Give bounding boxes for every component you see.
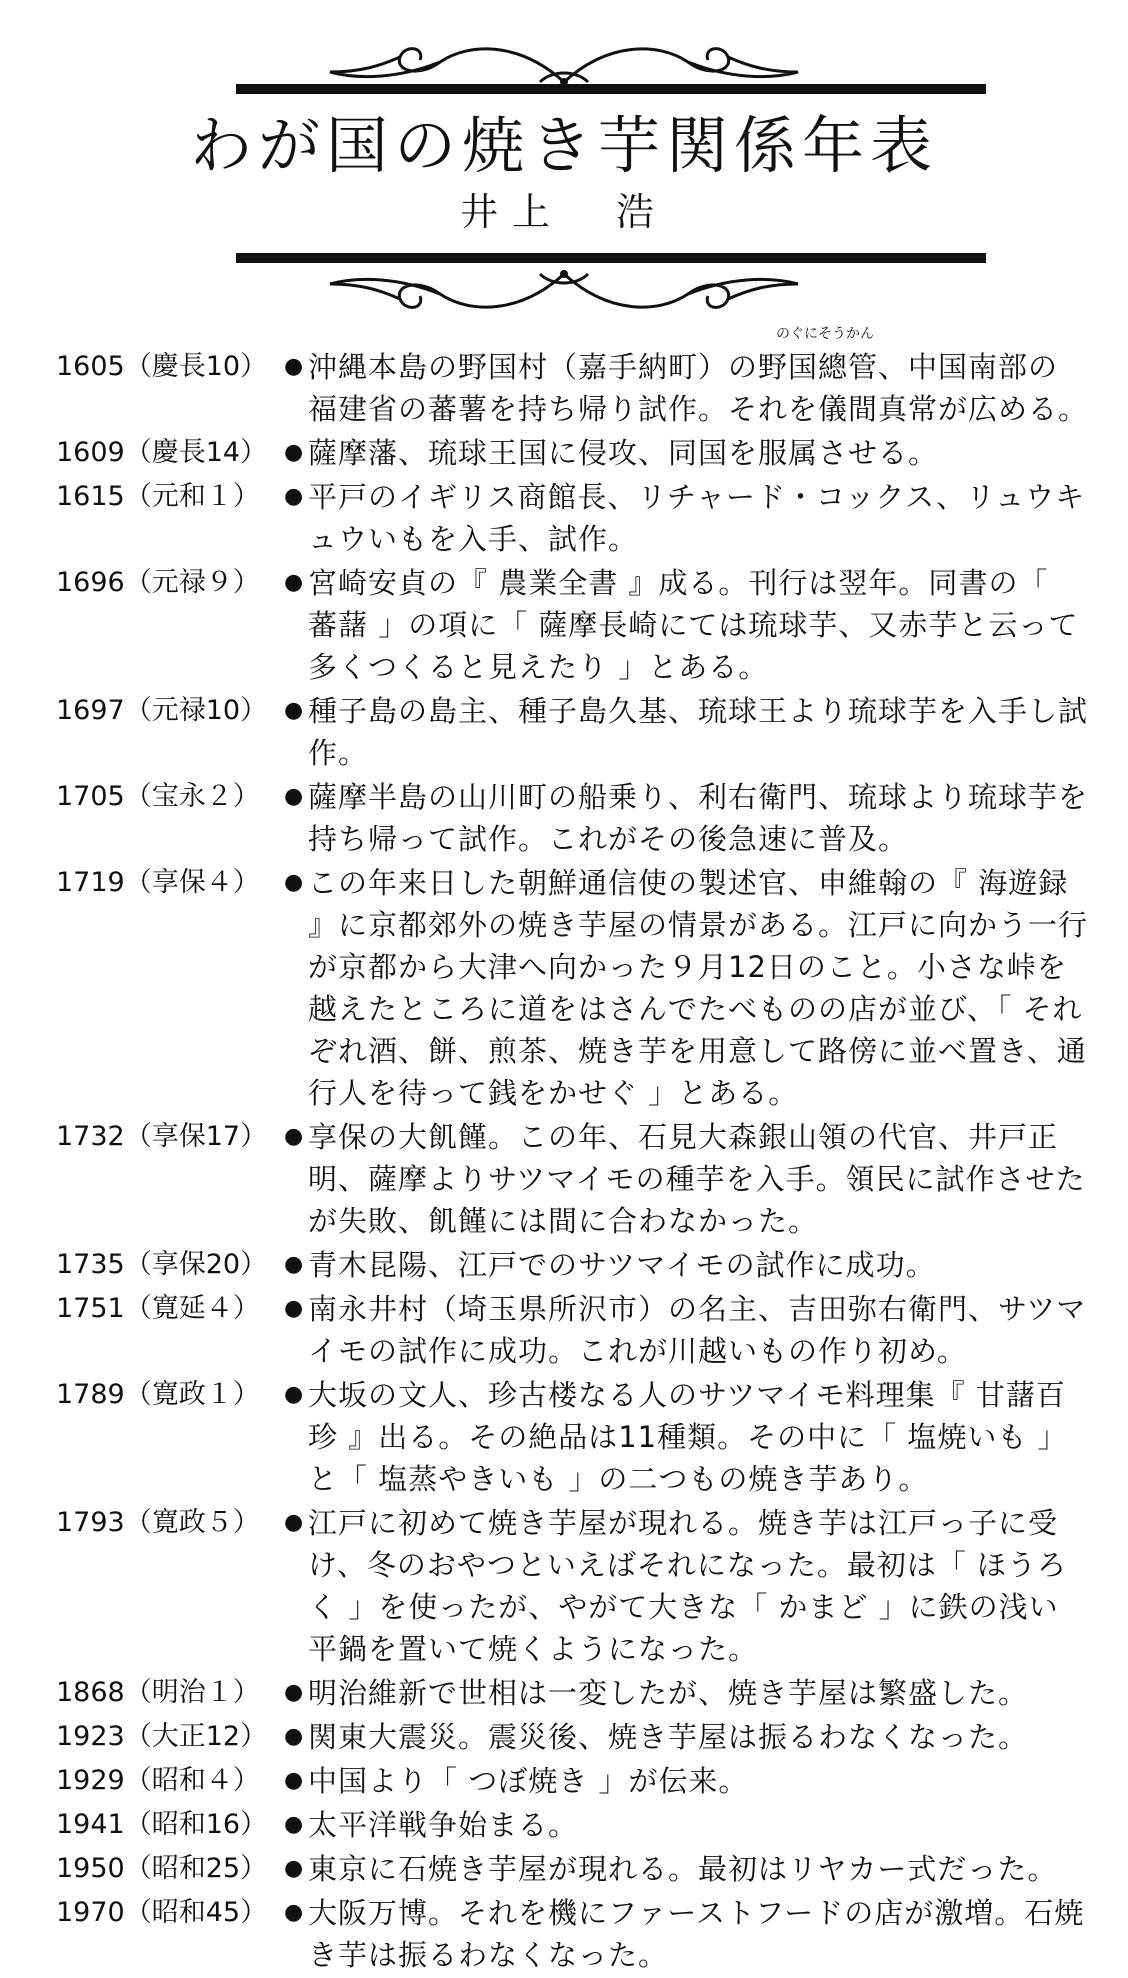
entry-year: 1719（享保４）: [56, 867, 260, 898]
timeline-entry: [0, 1116, 1128, 1242]
entry-text: 宮崎安貞の『 農業全書 』成る。刊行は翌年。同書の「 蕃藷 」の項に「 薩摩長崎にては琉球芋、又赤芋と云って多くつくると見えたり 」とある。: [308, 566, 1079, 684]
timeline-entry: [0, 1848, 1128, 1890]
top-scroll-ornament: [0, 32, 1128, 92]
timeline-entry: [0, 476, 1128, 560]
entry-text: 東京に石焼き芋屋が現れる。最初はリヤカー式だった。: [308, 1852, 1058, 1886]
author-name: 井上 浩: [459, 190, 668, 234]
entry-text: 南永井村（埼玉県所沢市）の名主、吉田弥右衛門、サツマイモの試作に成功。これが川越いもの作り初め。: [308, 1292, 1087, 1368]
entry-year: 1696（元禄９）: [56, 567, 260, 598]
timeline-entry: [0, 326, 1128, 430]
entry-year: 1789（寛政１）: [56, 1379, 260, 1410]
timeline-entry: [0, 1716, 1128, 1758]
entry-text: 大阪万博。それを機にファーストフードの店が激増。石焼き芋は振るわなくなった。: [308, 1896, 1085, 1972]
entry-year: 1929（昭和４）: [56, 1765, 260, 1796]
timeline-entry: [0, 1672, 1128, 1714]
bullet-icon: ●: [284, 870, 304, 895]
entry-year: 1705（宝永２）: [56, 781, 260, 812]
bottom-scroll-ornament: [0, 264, 1128, 324]
timeline-entry: [0, 776, 1128, 860]
entry-text-part: 沖縄本島の野国村（嘉手納町）の: [308, 350, 759, 384]
entry-text: 関東大震災。震災後、焼き芋屋は振るわなくなった。: [308, 1720, 1029, 1754]
bottom-rule: [236, 253, 986, 263]
bullet-icon: ●: [284, 354, 304, 379]
bullet-icon: ●: [284, 484, 304, 509]
bullet-icon: ●: [284, 1680, 304, 1705]
entry-text: 中国より「 つぼ焼き 」が伝来。: [308, 1764, 749, 1798]
entry-year: 1735（享保20）: [56, 1249, 268, 1280]
entry-text: 江戸に初めて焼き芋屋が現れる。焼き芋は江戸っ子に受け、冬のおやつといえばそれになった。最初は「 ほうろく 」を使ったが、やがて大きな「 かまど 」に鉄の浅い平鍋を置いて焼くようになった。: [308, 1506, 1068, 1666]
entry-year: 1793（寛政５）: [56, 1507, 260, 1538]
entry-year: 1868（明治１）: [56, 1677, 260, 1708]
entry-year: 1950（昭和25）: [56, 1853, 268, 1884]
entry-text: 明治維新で世相は一変したが、焼き芋屋は繁盛した。: [308, 1676, 1029, 1710]
bullet-icon: ●: [284, 1900, 304, 1925]
entry-year: 1923（大正12）: [56, 1721, 268, 1752]
entry-year: 1609（慶長14）: [56, 437, 268, 468]
entry-year: 1732（享保17）: [56, 1121, 268, 1152]
entry-text: 薩摩藩、琉球王国に侵攻、同国を服属させる。: [308, 436, 939, 470]
ruby-term: [758, 326, 879, 388]
bullet-icon: ●: [284, 1124, 304, 1149]
timeline-entry: [0, 862, 1128, 1114]
page-title: わが国の焼き芋関係年表: [189, 109, 938, 182]
entry-year: 1615（元和１）: [56, 481, 260, 512]
entry-text: この年来日した朝鮮通信使の製述官、申維翰の『 海遊録 』に京都郊外の焼き芋屋の情景がある。江戸に向かう一行が京都から大津へ向かった９月12日のこと。小さな峠を越えたところに道をはさんでたべものの店が並び、「 それぞれ酒、餅、煎茶、焼き芋を用意して路傍に並べ置き、通行人を待って銭をかせぐ 」とある。: [308, 866, 1089, 1110]
bullet-icon: ●: [284, 784, 304, 809]
ruby-reading: のぐにそうかん: [776, 326, 875, 342]
entry-text: 大坂の文人、珍古楼なる人のサツマイモ料理集『 甘藷百珍 』出る。その絶品は11種類。その中に「 塩焼いも 」と「 塩蒸やきいも 」の二つもの焼き芋あり。: [308, 1378, 1068, 1496]
entry-text: 薩摩半島の山川町の船乗り、利右衛門、琉球より琉球芋を持ち帰って試作。これがその後急速に普及。: [308, 780, 1089, 856]
timeline-entry: [0, 1374, 1128, 1500]
bullet-icon: ●: [284, 1856, 304, 1881]
ruby-base: 野国總管: [758, 350, 879, 384]
entry-year: 1970（昭和45）: [56, 1897, 268, 1928]
timeline-entry: [0, 1892, 1128, 1976]
timeline-entry: [0, 1502, 1128, 1670]
timeline-entry: [0, 1288, 1128, 1372]
timeline: [0, 326, 1128, 1978]
timeline-entry: [0, 432, 1128, 474]
entry-text: 享保の大飢饉。この年、石見大森銀山領の代官、井戸正明、薩摩よりサツマイモの種芋を入手。領民に試作させたが失敗、飢饉には間に合わなかった。: [308, 1120, 1086, 1238]
bullet-icon: ●: [284, 1252, 304, 1277]
entry-year: 1605（慶長10）: [56, 351, 268, 382]
bullet-icon: ●: [284, 570, 304, 595]
timeline-entry: [0, 1244, 1128, 1286]
bullet-icon: ●: [284, 698, 304, 723]
bullet-icon: ●: [284, 1724, 304, 1749]
top-rule: [236, 84, 986, 94]
timeline-entry: [0, 1760, 1128, 1802]
bullet-icon: ●: [284, 1510, 304, 1535]
entry-text-part: 、中国南部の福建省の蕃薯を持ち帰り試作。それを儀間真常が広める。: [308, 350, 1089, 426]
entry-text: 平戸のイギリス商館長、リチャード・コックス、リュウキュウいもを入手、試作。: [308, 480, 1086, 556]
entry-year: 1941（昭和16）: [56, 1809, 268, 1840]
timeline-entry: [0, 1804, 1128, 1846]
entry-text: [308, 326, 1089, 430]
bullet-icon: ●: [284, 1296, 304, 1321]
bullet-icon: ●: [284, 1768, 304, 1793]
timeline-entry: [0, 690, 1128, 774]
entry-text: 種子島の島主、種子島久基、琉球王より琉球芋を入手し試作。: [308, 694, 1089, 770]
entry-year: 1697（元禄10）: [56, 695, 268, 726]
bullet-icon: ●: [284, 1382, 304, 1407]
entry-text: 青木昆陽、江戸でのサツマイモの試作に成功。: [308, 1248, 936, 1282]
bullet-icon: ●: [284, 440, 304, 465]
bullet-icon: ●: [284, 1812, 304, 1837]
entry-year: 1751（寛延４）: [56, 1293, 260, 1324]
timeline-entry: [0, 562, 1128, 688]
entry-text: 太平洋戦争始まる。: [308, 1808, 579, 1842]
